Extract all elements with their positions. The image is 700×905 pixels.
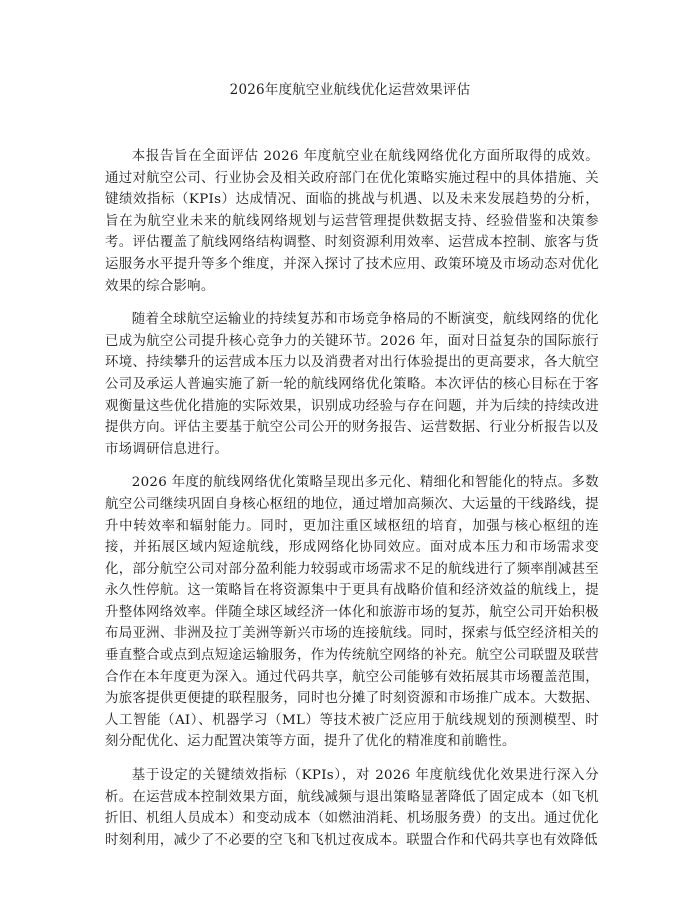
document-title: 2026年度航空业航线优化运营效果评估 [229,82,471,98]
paragraph-strategies: 2026 年度的航线网络优化策略呈现出多元化、精细化和智能化的特点。多数航空公司继续巩固自身核心枢纽的地位，通过增加高频次、大运量的干线路线，提升中转效率和辐射能力。同时，更加注重区域枢纽的培育，加强与核心枢纽的连接，并拓展区域内短途航线，形成网络化协同效应。面对成本压力和市场需求变化，部分航空公司对部分盈利能力较弱或市场需求不足的航线进行了频率削减甚至永久性停航。这一策略旨在将资源集中于更具有战略价值和经济效益的航线上，提升整体网络效率。伴随全球区域经济一体化和旅游市场的复苏，航空公司开始积极布局亚洲、非洲及拉丁美洲等新兴市场的连接航线。同时，探索与低空经济相关的垂直整合或点到点短途运输服务，作为传统航空网络的补充。航空公司联盟及联营合作在本年度更为深入。通过代码共享，航空公司能够有效拓展其市场覆盖范围，为旅客提供更便捷的联程服务，同时也分摊了时刻资源和市场推广成本。大数据、人工智能（AI）、机器学习（ML）等技术被广泛应用于航线规划的预测模型、时刻分配优化、运力配置决策等方面，提升了优化的精准度和前瞻性。 [105,475,599,750]
document-body [105,146,599,863]
paragraph-background: 随着全球航空运输业的持续复苏和市场竞争格局的不断演变，航线网络的优化已成为航空公司提升核心竞争力的关键环节。2026 年，面对日益复杂的国际旅行环境、持续攀升的运营成本压力以及消费者对出行体验提出的更高要求，各大航空公司及承运人普遍实施了新一轮的航线网络优化策略。本次评估的核心目标在于客观衡量这些优化措施的实际效果，识别成功经验与存在问题，并为后续的持续改进提供方向。评估主要基于航空公司公开的财务报告、运营数据、行业分析报告以及市场调研信息进行。 [105,312,599,457]
paragraph-kpi-analysis: 基于设定的关键绩效指标（KPIs），对 2026 年度航线优化效果进行深入分析。在运营成本控制效果方面，航线减频与退出策略显著降低了固定成本（如飞机折旧、机组人员成本）和变动成本（如燃油消耗、机场服务费）的支出。通过优化时刻利用，减少了不必要的空飞和飞机过夜成本。联盟合作和代码共享也有效降低 [105,768,599,848]
paragraph-intro: 本报告旨在全面评估 2026 年度航空业在航线网络优化方面所取得的成效。通过对航空公司、行业协会及相关政府部门在优化策略实施过程中的具体措施、关键绩效指标（KPIs）达成情况、面临的挑战与机遇、以及未来发展趋势的分析，旨在为航空业未来的航线网络规划与运营管理提供数据支持、经验借鉴和决策参考。评估覆盖了航线网络结构调整、时刻资源利用效率、运营成本控制、旅客与货运服务水平提升等多个维度，并深入探讨了技术应用、政策环境及市场动态对优化效果的综合影响。 [105,149,599,294]
